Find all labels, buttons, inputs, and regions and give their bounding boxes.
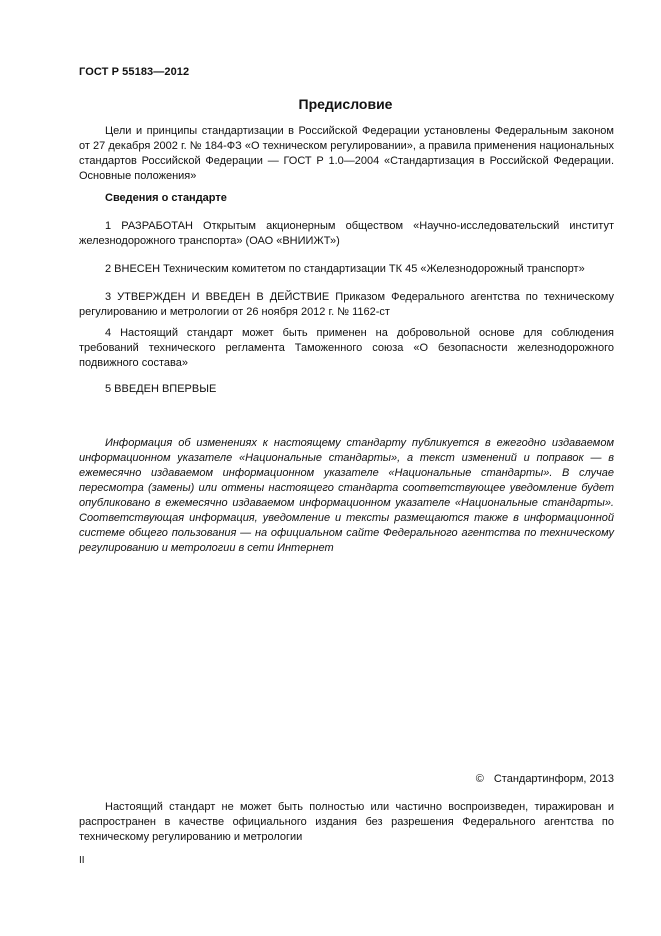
section-subheading: Сведения о стандарте bbox=[105, 192, 227, 204]
copyright-symbol: © bbox=[475, 773, 484, 785]
intro-paragraph: Цели и принципы стандартизации в Российской Федерации установлены Федеральным законом от 27 декабря 2002 г. № 184-ФЗ «О техническом регулировании», а правила применения национальных стандартов Российской Федерации — ГОСТ Р 1.0—2004 «Стандартизация в Российской Федерации. Основные положения» bbox=[79, 125, 614, 182]
copyright-text: Стандартинформ, 2013 bbox=[493, 773, 614, 785]
page-number: II bbox=[79, 855, 85, 866]
reproduction-notice: Настоящий стандарт не может быть полностью или частично воспроизведен, тиражирован и распространен в качестве официального издания без разрешения Федерального агентства по техническому регулированию и метрологии bbox=[79, 801, 614, 843]
page-title: Предисловие bbox=[298, 96, 393, 112]
item-approved: 3 УТВЕРЖДЕН И ВВЕДЕН В ДЕЙСТВИЕ Приказом Федерального агентства по техническому регулированию и метрологии от 26 ноября 2012 г. № 1162-ст bbox=[79, 291, 614, 318]
item-voluntary-use: 4 Настоящий стандарт может быть применен на добровольной основе для соблюдения требований технического регламента Таможенного союза «О безопасности железнодорожного подвижного состава» bbox=[79, 327, 614, 369]
item-developed: 1 РАЗРАБОТАН Открытым акционерным обществом «Научно-исследовательский институт железнодорожного транспорта» (ОАО «ВНИИЖТ») bbox=[79, 220, 614, 247]
document-code-header: ГОСТ Р 55183—2012 bbox=[79, 66, 190, 78]
item-submitted: 2 ВНЕСЕН Техническим комитетом по стандартизации ТК 45 «Железнодорожный транспорт» bbox=[105, 263, 585, 275]
copyright-line bbox=[476, 773, 614, 785]
changes-information: Информация об изменениях к настоящему стандарту публикуется в ежегодно издаваемом информационном указателе «Национальные стандарты», а текст изменений и поправок — в ежемесячно издаваемом информационном указателе «Национальные стандарты». В случае пересмотра (замены) или отмены настоящего стандарта соответствующее уведомление будет опубликовано в ежемесячно издаваемом информационном указателе «Национальные стандарты». Соответствующая информация, уведомление и тексты размещаются также в информационной системе общего пользования — на официальном сайте Федерального агентства по техническому регулированию и метрологии в сети Интернет bbox=[79, 437, 614, 554]
item-first-introduced: 5 ВВЕДЕН ВПЕРВЫЕ bbox=[105, 383, 217, 395]
